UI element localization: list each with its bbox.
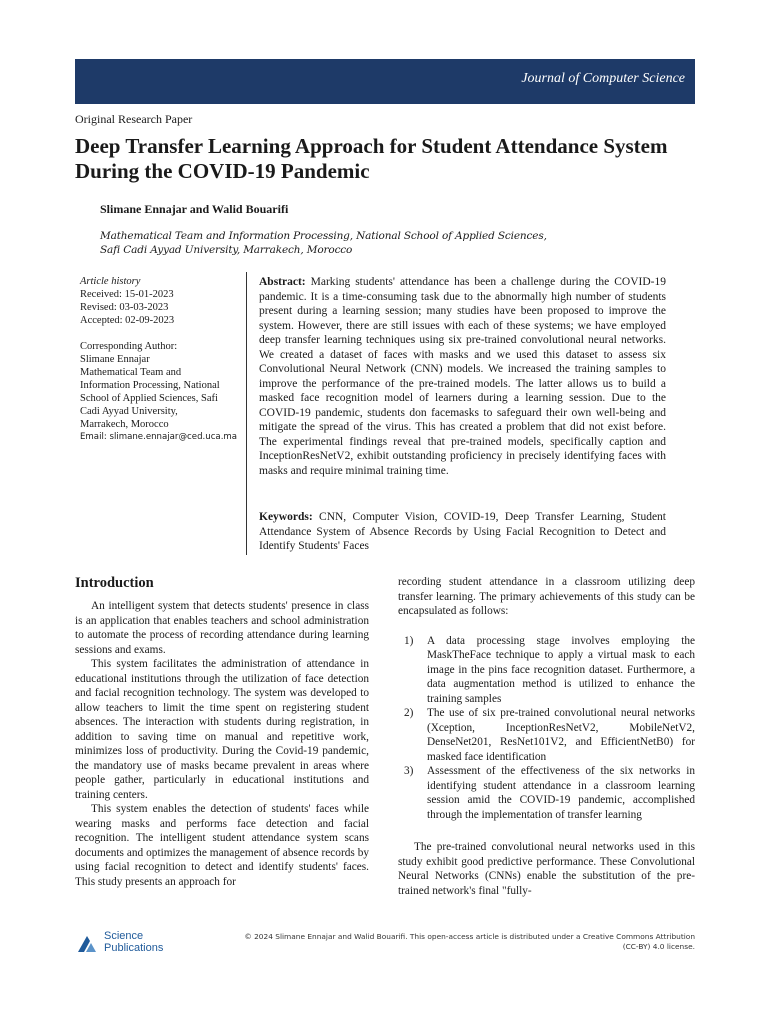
accepted-date: Accepted: 02-09-2023 bbox=[80, 315, 175, 326]
contributions-list bbox=[398, 634, 695, 823]
keywords-text: CNN, Computer Vision, COVID-19, Deep Transfer Learning, Student Attendance System of Absence Records by Using Facial Recognition to Detect and Identify Students' Faces bbox=[259, 511, 667, 552]
corresponding-affiliation: Mathematical Team and bbox=[80, 367, 182, 378]
left-column bbox=[75, 599, 369, 889]
corresponding-affiliation: Marrakech, Morocco bbox=[80, 419, 169, 430]
list-item bbox=[398, 634, 695, 707]
abstract bbox=[259, 275, 666, 478]
introduction-heading: Introduction bbox=[75, 575, 154, 591]
list-number: 2) bbox=[404, 707, 414, 719]
keywords-label: Keywords: bbox=[259, 511, 313, 523]
received-date: Received: 15-01-2023 bbox=[80, 289, 174, 300]
keywords bbox=[259, 510, 666, 554]
publisher-name-line: Publications bbox=[104, 942, 164, 954]
paragraph: An intelligent system that detects students' presence in class is an application that enables teachers and school administration to automate the process of recording attendance during learning sessions and exams. bbox=[75, 600, 369, 656]
paragraph: recording student attendance in a classroom utilizing deep transfer learning. The primary achievements of this study can be encapsulated as follows: bbox=[398, 576, 695, 617]
affiliation bbox=[100, 230, 547, 257]
license-line: (CC-BY) 4.0 license. bbox=[622, 942, 695, 951]
list-item bbox=[398, 764, 695, 822]
revised-date: Revised: 03-03-2023 bbox=[80, 302, 169, 313]
paragraph: This system enables the detection of students' faces while wearing masks and performs face detection and facial recognition. The intelligent student attendance system scans documents and optimizes the management of absence records by using facial recognition to detect and identify students' faces. This study presents an approach for bbox=[75, 803, 369, 888]
paper-title: Deep Transfer Learning Approach for Student Attendance System During the COVID-19 Pandemic bbox=[75, 134, 668, 183]
science-publications-logo bbox=[75, 928, 175, 960]
list-item-text: A data processing stage involves employing the MaskTheFace technique to apply a virtual mask to each image in the pins face recognition dataset. Furthermore, a data augmentation method is utilized to enhance the training samples bbox=[427, 634, 695, 705]
corresponding-affiliation: Information Processing, National bbox=[80, 380, 220, 391]
list-item-text: Assessment of the effectiveness of the six networks in identifying student attendance in a classroom learning session amid the COVID-19 pandemic, accomplished through the implementation of transfer learning bbox=[427, 765, 695, 821]
list-item-text: The use of six pre-trained convolutional neural networks (Xception, InceptionResNetV2, MobileNetV2, DenseNet201, ResNet101V2, and EfficientNetB0) for masked face identification bbox=[427, 707, 695, 763]
corresponding-email[interactable]: Email: slimane.ennajar@ced.uca.ma bbox=[80, 432, 238, 442]
paragraph: This system facilitates the administration of attendance in educational institutions through the utilization of face detection and facial recognition technology. The system was developed to allow teachers to limit the time spent on registering student absences. The interaction with students during registration, in addition to saving time on manual and repetitive work, minimizes loss of productivity. During the Covid-19 pandemic, the mandatory use of masks became prevalent in areas where people gather, particularly in educational institutions and training centers. bbox=[75, 658, 369, 801]
list-item bbox=[398, 706, 695, 764]
publisher-name bbox=[104, 930, 163, 954]
publisher-name-line: Science bbox=[104, 930, 144, 942]
abstract-divider bbox=[246, 272, 247, 555]
abstract-text: Marking students' attendance has been a challenge during the COVID-19 pandemic. It is a time-consuming task due to the abnormally high number of students present during a learning session; many studies have been proposed to improve the system. However, there are still issues with each of these systems; we have employed deep transfer learning techniques using six pre-trained convolutional neural networks. We created a dataset of faces with masks and we used this dataset to assess six Convolutional Neural Network (CNN) models. We increased the training samples to improve the performance of the pre-trained models. The latter allows us to build a masked face recognition model of learners during a learning session. Due to the COVID-19 pandemic, students don facemasks to safeguard their own well-being and mitigate the spread of the virus. This has created a problem that did not exist before. The experimental findings reveal that pre-trained models, specifically caption and InceptionResNetV2, exhibit outstanding proficiency in precisely identifying faces with masks and require minimal training time. bbox=[259, 276, 666, 477]
footer bbox=[75, 928, 695, 960]
corresponding-affiliation: School of Applied Sciences, Safi bbox=[80, 393, 218, 404]
right-column bbox=[398, 575, 695, 898]
journal-banner bbox=[75, 59, 695, 104]
corresponding-name: Slimane Ennajar bbox=[80, 354, 150, 365]
article-info-sidebar bbox=[80, 275, 240, 444]
affiliation-line: Mathematical Team and Information Processing, National School of Applied Sciences, bbox=[100, 230, 547, 242]
abstract-label: Abstract: bbox=[259, 276, 306, 288]
journal-name: Journal of Computer Science bbox=[521, 71, 685, 86]
list-number: 3) bbox=[404, 765, 414, 777]
corresponding-affiliation: Cadi Ayyad University, bbox=[80, 406, 178, 417]
license-line: © 2024 Slimane Ennajar and Walid Bouarifi. This open-access article is distributed under a Creative Commons Attribution bbox=[244, 932, 695, 941]
article-history-title: Article history bbox=[80, 276, 141, 287]
affiliation-line: Safi Cadi Ayyad University, Marrakech, Morocco bbox=[100, 243, 353, 256]
corresponding-label: Corresponding Author: bbox=[80, 341, 178, 352]
list-number: 1) bbox=[404, 634, 414, 647]
publisher-logo-icon bbox=[75, 932, 99, 956]
paragraph: The pre-trained convolutional neural networks used in this study exhibit good predictive performance. These Convolutional Neural Networks (CNNs) enable the substitution of the pre-trained network's final "fully- bbox=[398, 841, 695, 897]
paper-type: Original Research Paper bbox=[75, 112, 193, 126]
license-notice bbox=[225, 932, 695, 952]
authors: Slimane Ennajar and Walid Bouarifi bbox=[100, 202, 289, 216]
